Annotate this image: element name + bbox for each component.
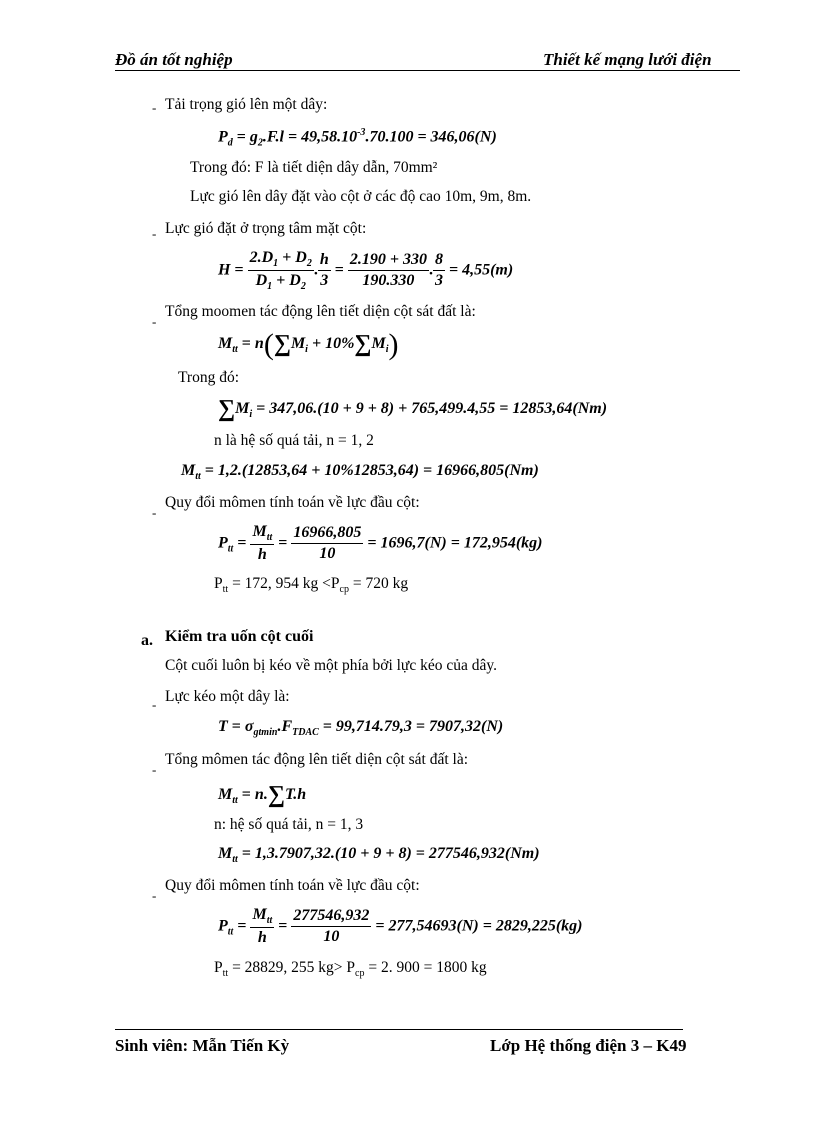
n-factor-text-2: n: hệ số quá tải, n = 1, 3 (214, 816, 364, 833)
where-f-text: Trong đó: F là tiết diện dây dẫn, 70mm² (190, 159, 438, 176)
trong-do-label: Trong đó: (178, 369, 240, 386)
bullet: - (152, 314, 157, 329)
header-left-title: Đồ án tốt nghiệp (115, 50, 233, 69)
bullet: - (152, 697, 157, 712)
n-factor-text-1: n là hệ số quá tải, n = 1, 2 (214, 432, 374, 449)
total-moment-title: Tổng moomen tác động lên tiết diện cột sát đất là: (165, 303, 476, 320)
ptt-equation-1: $P_{tt}$ = $\frac{M_{tt}}{h}$ = $\frac{16966,805}{10}$ = 1696,7(N) = 172,954(kg) (218, 523, 543, 564)
total-moment-title-2: Tổng mômen tác động lên tiết diện cột sát đất là: (165, 751, 469, 768)
mtt-equation-1: $M_{tt} = 1,2.(12853,64 + 10\%12853,64) = 16966,805(Nm)$ (181, 462, 539, 483)
t-equation: $T = \sigma_{gtmin}.F_{TDAC} = 99,714.79,3 = 7907,32(N)$ (218, 718, 504, 739)
convert-title-1: Quy đổi mômen tính toán về lực đầu cột: (165, 494, 420, 511)
wind-center-title: Lực gió đặt ở trọng tâm mặt cột: (165, 220, 367, 237)
wind-load-title: Tải trọng gió lên một dây: (165, 96, 328, 113)
bullet: - (152, 100, 157, 115)
footer-rule (115, 1029, 683, 1030)
ptt-compare-2: $P_{tt} = 28829$, 255 $kg> P_{cp} = 2$. 900 = 1800 kg (214, 959, 487, 980)
convert-title-2: Quy đổi mômen tính toán về lực đầu cột: (165, 877, 420, 894)
mtt-nth-equation: $M_{tt} = n.\sum T.h$ (218, 782, 307, 808)
section-a-title: Kiểm tra uốn cột cuối (165, 628, 314, 645)
wind-load-equation: $P_d = g_2.F.l = 49,58.10^{-3}.70.100 = 346,06(N)$ (218, 127, 497, 149)
h-equation: H = $\frac{2.D_1 + D_2}{D_1 + D_2}$ . $\frac{h}{3}$ = $\frac{2.190 + 330}{190.330}$ . $\frac{8}{3}$ = 4,55(m) (218, 249, 514, 293)
ptt-compare-1: $P_{tt} = 172$, 954 kg $<P_{cp} = 720$ kg (214, 575, 409, 596)
wind-heights-text: Lực gió lên dây đặt vào cột ở các độ cao 10m, 9m, 8m. (190, 188, 532, 205)
sum-mi-equation: $\sum M_i = 347,06.(10 + 9 + 8) + 765,499.4,55 = 12853,64(Nm)$ (218, 396, 608, 422)
mtt-general-equation: $M_{tt} = n(\sum M_i + 10\%\sum M_i)$ (218, 328, 399, 361)
bullet: - (152, 505, 157, 520)
pull-title: Lực kéo một dây là: (165, 688, 290, 705)
section-a-label: a. (141, 632, 153, 649)
bullet: - (152, 226, 157, 241)
mtt-equation-2: $M_{tt} = 1,3.7907,32.(10 + 9 + 8) = 277546,932(Nm)$ (218, 845, 540, 866)
last-column-description: Cột cuối luôn bị kéo về một phía bởi lực kéo của dây. (165, 657, 497, 674)
ptt-equation-2: $P_{tt}$ = $\frac{M_{tt}}{h}$ = $\frac{277546,932}{10}$ = 277,54693(N) = 2829,225(kg) (218, 906, 583, 947)
bullet: - (152, 762, 157, 777)
footer-class-name: Lớp Hệ thống điện 3 – K49 (490, 1036, 687, 1055)
footer-student-name: Sinh viên: Mẫn Tiến Kỳ (115, 1036, 290, 1055)
bullet: - (152, 888, 157, 903)
header-rule (115, 70, 740, 71)
header-right-title: Thiết kế mạng lưới điện (543, 50, 712, 69)
